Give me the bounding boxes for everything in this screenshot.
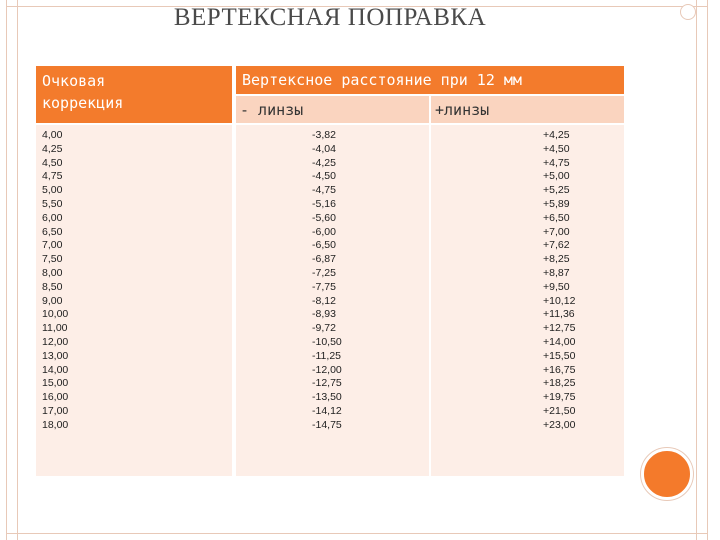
value-row: -3,82 bbox=[312, 129, 336, 141]
value-row: 17,00 bbox=[42, 404, 69, 417]
vertex-table bbox=[36, 66, 624, 476]
value-row: -12,75 bbox=[312, 377, 342, 390]
value-row: -4,04 bbox=[312, 142, 336, 155]
value-row: -9,72 bbox=[312, 322, 336, 335]
plus-header-label: +линзы bbox=[435, 101, 490, 119]
value-row: -14,12 bbox=[312, 404, 342, 417]
value-row: 4,25 bbox=[42, 142, 63, 155]
value-row: 5,50 bbox=[42, 197, 63, 210]
value-row: +4,50 bbox=[543, 142, 570, 155]
minus-header bbox=[236, 96, 429, 123]
plus-column bbox=[431, 66, 624, 476]
value-row: -14,75 bbox=[312, 418, 342, 431]
decor-circle-small bbox=[680, 4, 696, 20]
value-row: +8,25 bbox=[543, 253, 570, 266]
plus-cell bbox=[431, 125, 624, 476]
value-row: 4,00 bbox=[42, 129, 63, 141]
value-row: 18,00 bbox=[42, 418, 69, 431]
value-row: +11,36 bbox=[543, 308, 575, 321]
value-row: 9,00 bbox=[42, 294, 63, 307]
spectacle-values bbox=[42, 129, 68, 433]
value-row: +14,00 bbox=[543, 335, 576, 348]
value-row: +7,00 bbox=[543, 225, 570, 238]
value-row: -4,50 bbox=[312, 170, 336, 183]
slide-frame-right bbox=[696, 0, 708, 540]
minus-values bbox=[312, 129, 342, 433]
value-row: +5,25 bbox=[543, 184, 570, 197]
value-row: +10,12 bbox=[543, 294, 576, 307]
value-row: +19,75 bbox=[543, 391, 576, 404]
value-row: -12,00 bbox=[312, 363, 342, 376]
value-row: +6,50 bbox=[543, 211, 570, 224]
header-line-2: коррекция bbox=[42, 94, 124, 112]
value-row: 7,50 bbox=[42, 253, 63, 266]
value-row: -4,25 bbox=[312, 156, 336, 169]
value-row: 10,00 bbox=[42, 308, 69, 321]
value-row: 12,00 bbox=[42, 335, 69, 348]
minus-header-label: - линзы bbox=[240, 101, 304, 119]
header-line-1: Очковая bbox=[42, 72, 106, 90]
value-row: -5,60 bbox=[312, 211, 336, 224]
value-row: +9,50 bbox=[543, 280, 570, 293]
value-row: -8,93 bbox=[312, 308, 336, 321]
value-row: +5,89 bbox=[543, 197, 570, 210]
value-row: 4,50 bbox=[42, 156, 63, 169]
value-row: +15,50 bbox=[543, 349, 576, 362]
value-row: +18,25 bbox=[543, 377, 576, 390]
value-row: +21,50 bbox=[543, 404, 576, 417]
value-row: +8,87 bbox=[543, 266, 570, 279]
value-row: 15,00 bbox=[42, 377, 69, 390]
minus-column bbox=[236, 66, 429, 476]
value-row: 14,00 bbox=[42, 363, 69, 376]
value-row: +16,75 bbox=[543, 363, 576, 376]
value-row: -8,12 bbox=[312, 294, 336, 307]
value-row: 6,00 bbox=[42, 211, 63, 224]
value-row: 4,75 bbox=[42, 170, 63, 183]
value-row: +4,25 bbox=[543, 129, 570, 141]
value-row: 5,00 bbox=[42, 184, 63, 197]
plus-values bbox=[543, 129, 575, 433]
spectacle-header-label bbox=[42, 70, 123, 114]
value-row: +23,00 bbox=[543, 418, 576, 431]
value-row: 11,00 bbox=[42, 322, 68, 335]
value-row: +5,00 bbox=[543, 170, 570, 183]
slide-title: ВЕРТЕКСНАЯ ПОПРАВКА bbox=[173, 4, 487, 31]
value-row: 16,00 bbox=[42, 391, 69, 404]
value-row: -13,50 bbox=[312, 391, 342, 404]
value-row: 7,00 bbox=[42, 239, 63, 252]
value-row: 8,50 bbox=[42, 280, 63, 293]
value-row: 8,00 bbox=[42, 266, 63, 279]
value-row: -4,75 bbox=[312, 184, 336, 197]
spectacle-header bbox=[36, 66, 232, 123]
value-row: -11,25 bbox=[312, 349, 341, 362]
value-row: -10,50 bbox=[312, 335, 342, 348]
value-row: +4,75 bbox=[543, 156, 570, 169]
slide-frame-bottom bbox=[6, 533, 708, 534]
value-row: 13,00 bbox=[42, 349, 69, 362]
decor-circle-orange bbox=[641, 448, 693, 500]
value-row: +7,62 bbox=[543, 239, 570, 252]
value-row: +12,75 bbox=[543, 322, 576, 335]
group-header-label: Вертексное расстояние при 12 мм bbox=[242, 71, 522, 89]
value-row: -7,25 bbox=[312, 266, 336, 279]
value-row: 6,50 bbox=[42, 225, 63, 238]
value-row: -5,16 bbox=[312, 197, 336, 210]
value-row: -6,50 bbox=[312, 239, 336, 252]
value-row: -7,75 bbox=[312, 280, 336, 293]
slide-frame-left bbox=[6, 0, 18, 540]
value-row: -6,87 bbox=[312, 253, 336, 266]
value-row: -6,00 bbox=[312, 225, 336, 238]
spectacle-column bbox=[36, 66, 232, 476]
plus-header bbox=[431, 96, 624, 123]
